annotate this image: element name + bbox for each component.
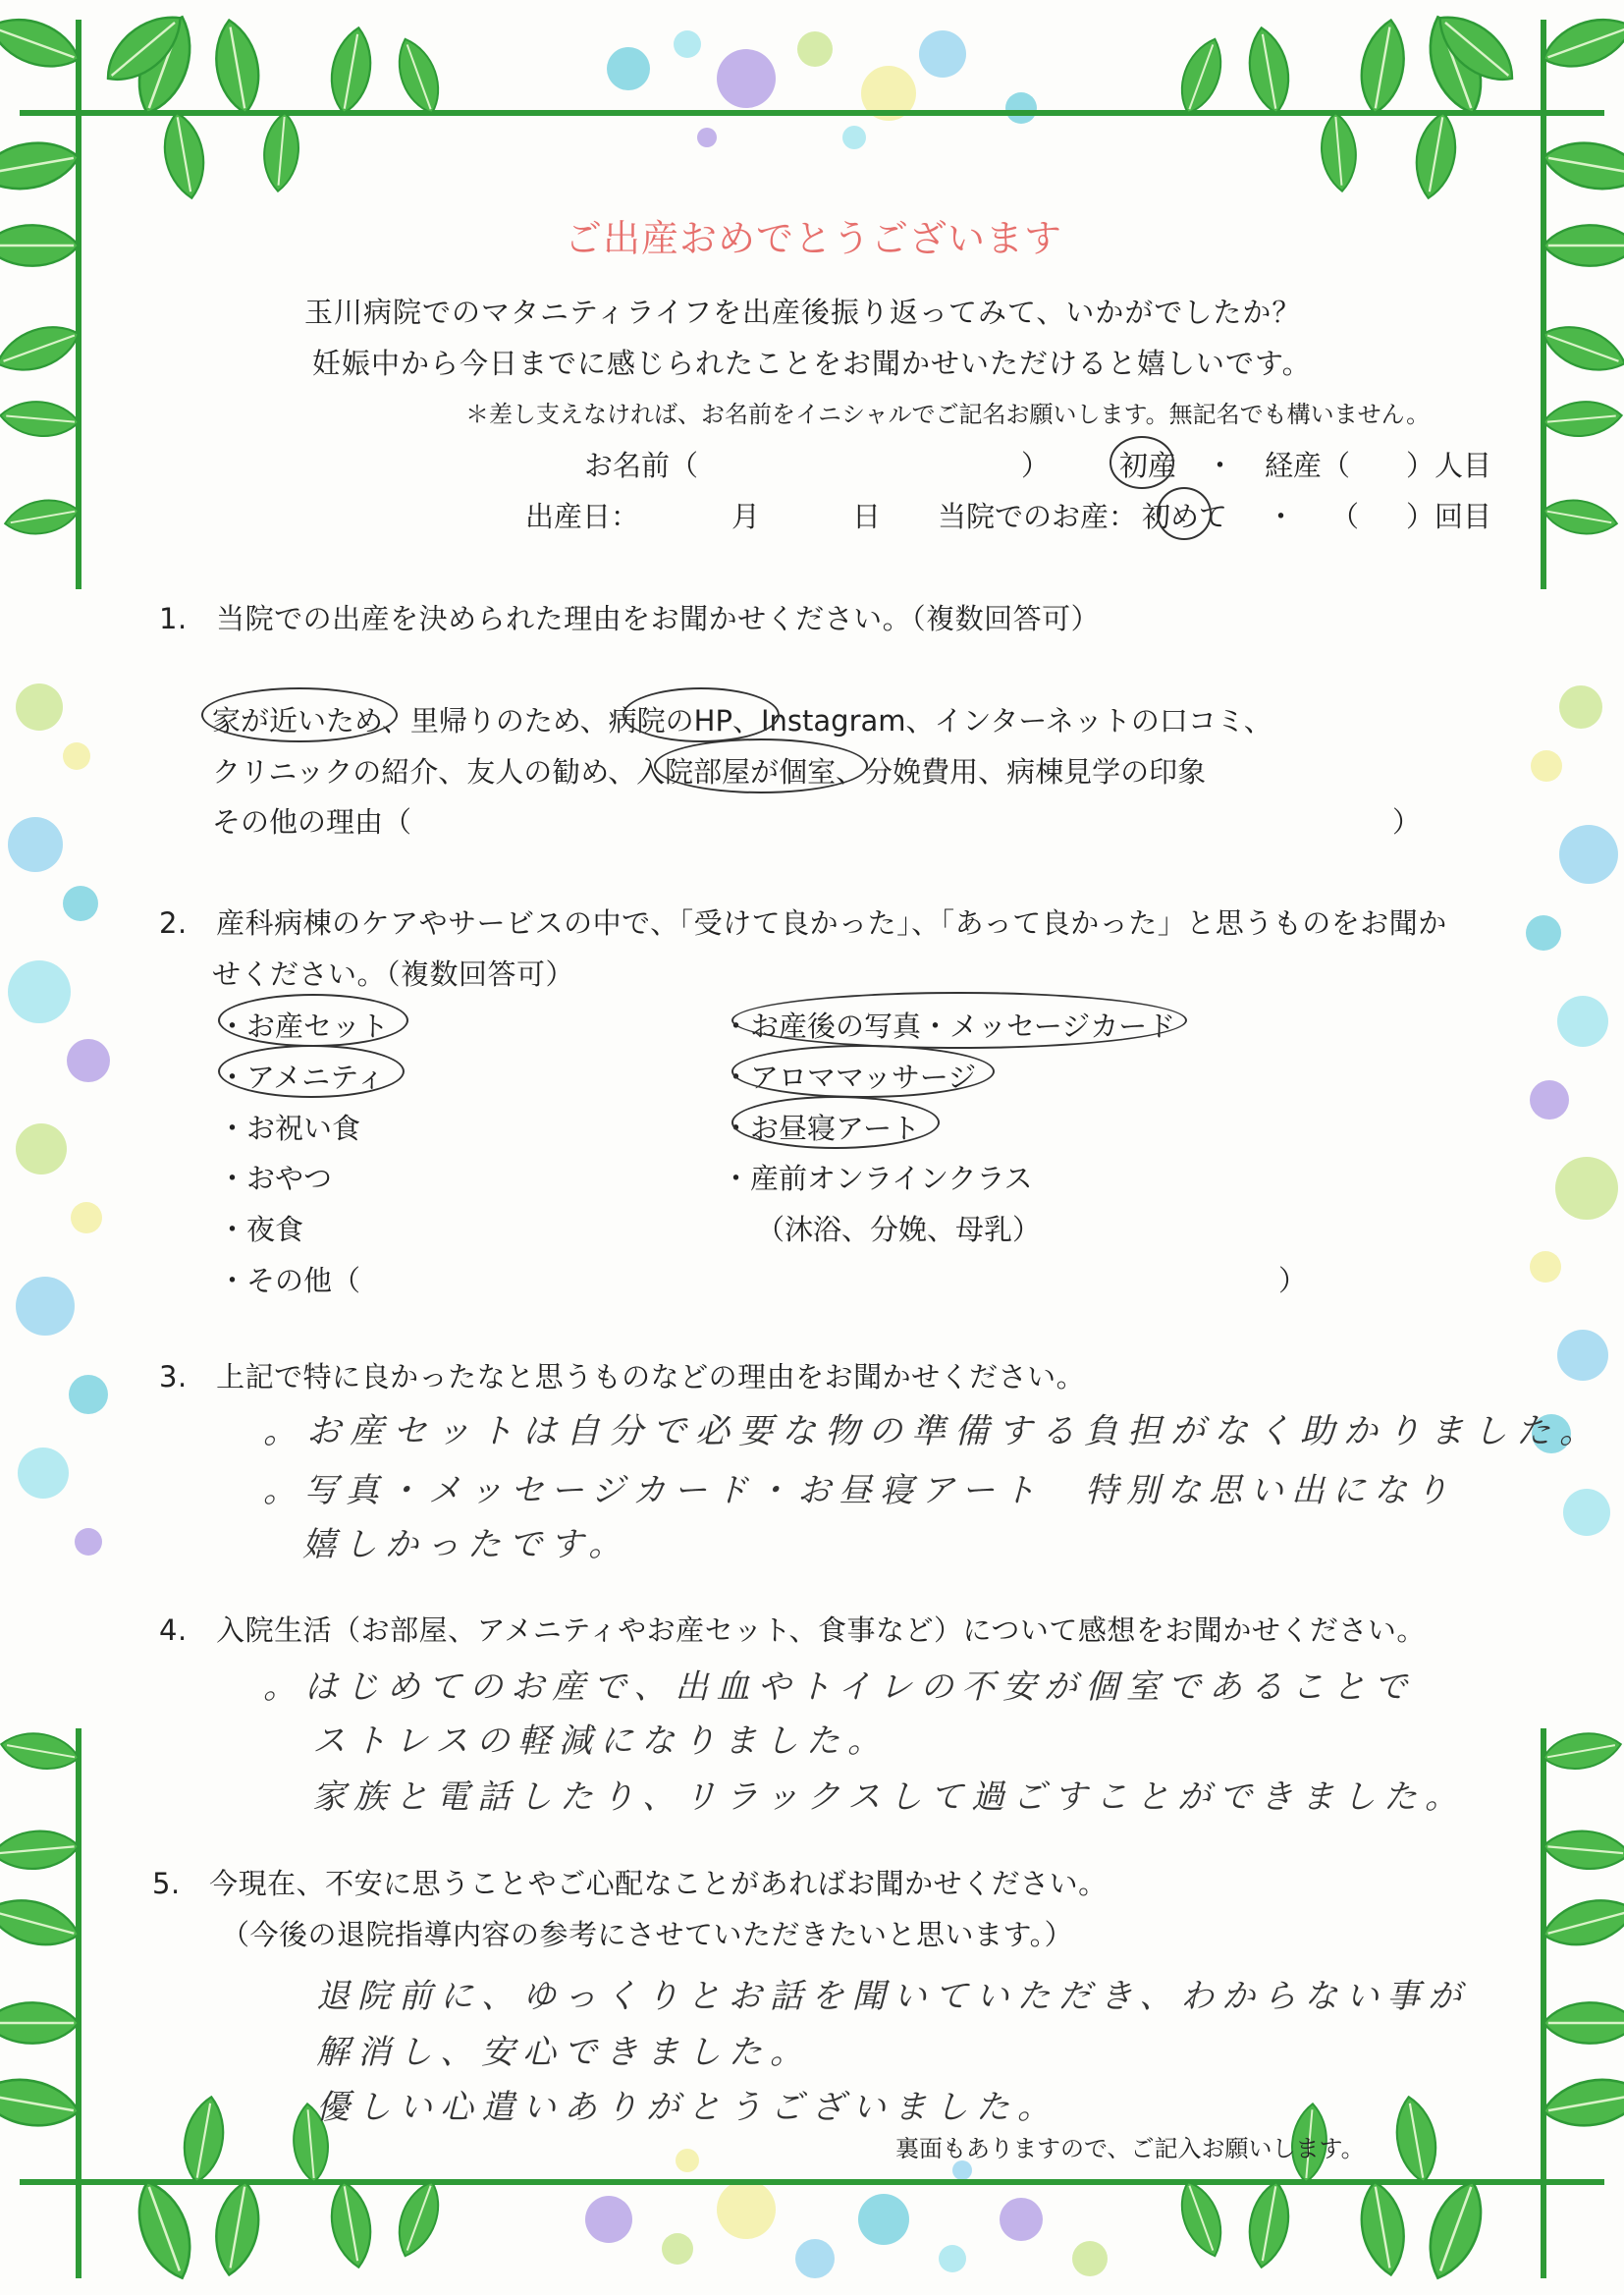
q1-other-close: ） <box>1392 805 1422 839</box>
decor-dot <box>842 126 866 149</box>
leaf-icon <box>1543 225 1624 265</box>
decor-dot <box>607 47 650 90</box>
form-dot-1: ・ <box>1206 449 1235 482</box>
leaf-icon <box>0 2072 82 2133</box>
q2-option-online-class: ・産前オンラインクラス <box>722 1162 1033 1195</box>
leaf-icon <box>1410 110 1462 201</box>
leaf-icon <box>1355 2178 1411 2278</box>
q2-option-birth-set: ・お産セット <box>218 1010 390 1043</box>
decor-dot <box>952 2160 972 2180</box>
question-5-line-1: 5. 今現在、不安に思うことやご心配なことがあればお聞かせください。 <box>152 1867 1108 1900</box>
q4-answer-line-3: 家族と電話したり、リラックスして過ごすことができました。 <box>312 1777 1466 1817</box>
q2-option-amenity: ・アメニティ <box>218 1061 385 1094</box>
leaf-icon <box>0 399 81 439</box>
decor-dot <box>1555 1157 1618 1220</box>
q2-option-snack: ・おやつ <box>218 1162 333 1195</box>
leaf-icon <box>389 2176 448 2262</box>
leaf-icon <box>325 25 377 116</box>
decor-dot <box>858 2194 909 2245</box>
q2-option-other: ・その他（ <box>218 1264 361 1297</box>
question-4: 4. 入院生活（お部屋、アメニティやお産セット、食事など）について感想をお聞かせください。 <box>159 1613 1426 1647</box>
leaf-icon <box>1540 2072 1624 2133</box>
decor-dot <box>1563 1489 1610 1536</box>
decor-dot <box>1557 996 1608 1047</box>
q2-option-photo-card: ・お産後の写真・メッセージカード <box>722 1010 1176 1043</box>
times-paren-open: （ <box>1330 500 1360 533</box>
decor-dot <box>662 2233 693 2265</box>
question-2-line-1: 2. 産科病棟のケアやサービスの中で、「受けて良かった」、「あって良かった」と思うものをお聞か <box>159 906 1447 940</box>
question-3: 3. 上記で特に良かったなと思うものなどの理由をお聞かせください。 <box>159 1360 1086 1393</box>
leaf-icon <box>1390 2094 1442 2185</box>
leaf-icon <box>0 8 85 79</box>
leaf-icon <box>1172 2176 1231 2262</box>
leaf-icon <box>325 2179 377 2270</box>
q3-answer-line-2: 。写真・メッセージカード・お昼寝アート 特別な思い出になり <box>263 1471 1456 1510</box>
q5-answer-line-1: 退院前に、ゆっくりとお話を聞いていただき、わからない事が <box>316 1977 1470 2016</box>
decor-dot <box>16 1123 67 1175</box>
decor-dot <box>75 1528 102 1556</box>
q2-circle-birth-set <box>218 994 408 1047</box>
q5-answer-line-3: 優しい心遣いありがとうございました。 <box>316 2088 1058 2127</box>
leaf-icon <box>2 495 81 539</box>
leaf-icon <box>1243 25 1295 116</box>
birthdate-label: 出産日： <box>525 500 640 533</box>
q1-other-label: その他の理由（ <box>212 805 412 839</box>
question-2-line-2: せください。（複数回答可） <box>212 957 575 991</box>
decor-dot <box>717 49 776 108</box>
intro-note: ＊差し支えなければ、お名前をイニシャルでご記名お願いします。無記名でも構いません。 <box>465 401 1431 428</box>
decor-dot <box>8 960 71 1023</box>
leaf-icon <box>1541 495 1620 539</box>
question-5-line-2: （今後の退院指導内容の参考にさせていただきたいと思います。） <box>221 1918 1074 1951</box>
q2-circle-amenity <box>218 1045 405 1098</box>
q1-circle-hospital-hp <box>623 687 780 742</box>
leaf-icon <box>0 316 84 381</box>
intro-line-2: 妊娠中から今日までに感じられたことをお聞かせいただけると嬉しいです。 <box>312 347 1312 380</box>
q4-answer-line-2: ストレスの軽減になりました。 <box>312 1721 889 1761</box>
decor-dot <box>1557 1330 1608 1381</box>
leaf-icon <box>1541 1727 1624 1775</box>
multi-birth-label: 経産（ <box>1265 449 1351 482</box>
leaf-icon <box>389 33 448 119</box>
intro-line-1: 玉川病院でのマタニティライフを出産後振り返ってみて、いかがでしたか？ <box>304 296 1302 329</box>
decor-dot <box>1559 825 1618 884</box>
decor-dot <box>69 1375 108 1414</box>
birth-count-suffix: ）人目 <box>1406 449 1492 482</box>
decor-dot <box>18 1448 69 1499</box>
decor-dot <box>1531 750 1562 782</box>
decor-dot <box>63 886 98 921</box>
decor-dot <box>1530 1251 1561 1283</box>
q2-circle-nap-art <box>731 1096 940 1149</box>
leaf-icon <box>1539 1890 1624 1954</box>
leaf-icon <box>209 2178 265 2278</box>
leaf-icon <box>0 225 79 265</box>
decor-dot <box>8 817 63 872</box>
decor-dot <box>16 683 63 731</box>
leaf-icon <box>1355 17 1411 117</box>
first-birth-circle-mark <box>1110 436 1177 489</box>
q2-online-class-detail: （沐浴、分娩、母乳） <box>756 1213 1042 1246</box>
first-time-circle-mark <box>1157 487 1212 540</box>
times-suffix: ）回目 <box>1406 500 1492 533</box>
leaf-icon <box>1319 111 1359 192</box>
decor-dot <box>919 30 966 78</box>
leaf-icon <box>1542 1828 1624 1872</box>
decor-dot <box>585 2196 632 2243</box>
decor-dot <box>71 1202 102 1233</box>
form-dot-2: ・ <box>1267 500 1296 533</box>
leaf-icon <box>127 2174 203 2285</box>
leaf-icon <box>1243 2179 1295 2270</box>
leaf-icon <box>1542 399 1623 439</box>
decor-dot <box>797 31 833 67</box>
decor-dot <box>1005 92 1037 124</box>
leaf-icon <box>209 17 265 117</box>
name-close: ） <box>1021 449 1051 482</box>
decor-dot <box>63 742 90 770</box>
leaf-icon <box>1540 136 1624 196</box>
q3-answer-line-1: 。お産セットは自分で必要な物の準備する負担がなく助かりました。 <box>263 1412 1603 1451</box>
decor-dot <box>676 2149 699 2172</box>
first-time-option: 初めて <box>1142 500 1228 533</box>
q2-option-nap-art: ・お昼寝アート <box>722 1112 921 1145</box>
decor-dot <box>1072 2241 1108 2276</box>
q1-options-line-1: 家が近いため、里帰りのため、病院のHP、Instagram、インターネットの口コミ、 <box>212 704 1272 738</box>
decor-dot <box>795 2239 835 2278</box>
leaf-icon <box>0 1828 81 1872</box>
q1-circle-home-near <box>201 687 398 742</box>
leaf-icon <box>1543 2002 1624 2043</box>
leaf-icon <box>1172 33 1231 119</box>
q2-circle-photo-card <box>731 992 1187 1049</box>
hospital-birth-label: 当院でのお産： <box>938 500 1138 533</box>
leaf-icon <box>158 110 210 201</box>
q5-answer-line-2: 解消し、安心できました。 <box>316 2033 811 2072</box>
q1-options-line-2: クリニックの紹介、友人の勧め、入院部屋が個室、分娩費用、病棟見学の印象 <box>212 755 1207 789</box>
decor-dot <box>1559 685 1602 729</box>
leaf-icon <box>0 2002 79 2043</box>
first-birth-option: 初産 <box>1119 449 1177 482</box>
decor-dot <box>717 2180 776 2239</box>
leaf-icon <box>261 111 301 192</box>
q2-option-celebration-meal: ・お祝い食 <box>218 1112 361 1145</box>
birth-month: 月 <box>731 500 761 533</box>
q2-option-late-meal: ・夜食 <box>218 1213 304 1246</box>
decor-dot <box>67 1039 110 1082</box>
q4-answer-line-1: 。はじめてのお産で、出血やトイレの不安が個室であることで <box>263 1667 1415 1707</box>
leaf-icon <box>1538 316 1624 381</box>
footer-note: 裏面もありますので、ご記入お願いします。 <box>895 2135 1365 2162</box>
leaf-icon <box>1537 8 1624 79</box>
decor-dot <box>1526 915 1561 951</box>
leaf-icon <box>0 1727 81 1775</box>
decor-dot <box>1530 1080 1569 1120</box>
q3-answer-line-3: 嬉しかったです。 <box>302 1525 630 1564</box>
leaf-icon <box>0 136 82 196</box>
q2-other-close: ） <box>1278 1264 1308 1297</box>
decor-dot <box>674 30 701 58</box>
leaf-icon <box>178 2094 230 2185</box>
leaf-icon <box>0 1890 83 1954</box>
decor-dot <box>16 1277 75 1336</box>
question-1: 1. 当院での出産を決められた理由をお聞かせください。（複数回答可） <box>159 602 1101 635</box>
decor-dot <box>1000 2198 1043 2241</box>
decor-dot <box>697 128 717 147</box>
page-title: ご出産おめでとうございます <box>565 217 1063 260</box>
q2-circle-aroma-massage <box>731 1045 995 1098</box>
decor-dot <box>939 2245 966 2272</box>
name-label: お名前（ <box>584 449 699 482</box>
birth-day: 日 <box>852 500 882 533</box>
leaf-icon <box>1417 2174 1493 2285</box>
q1-circle-private-room <box>654 738 868 793</box>
q2-option-aroma-massage: ・アロママッサージ <box>722 1061 977 1094</box>
